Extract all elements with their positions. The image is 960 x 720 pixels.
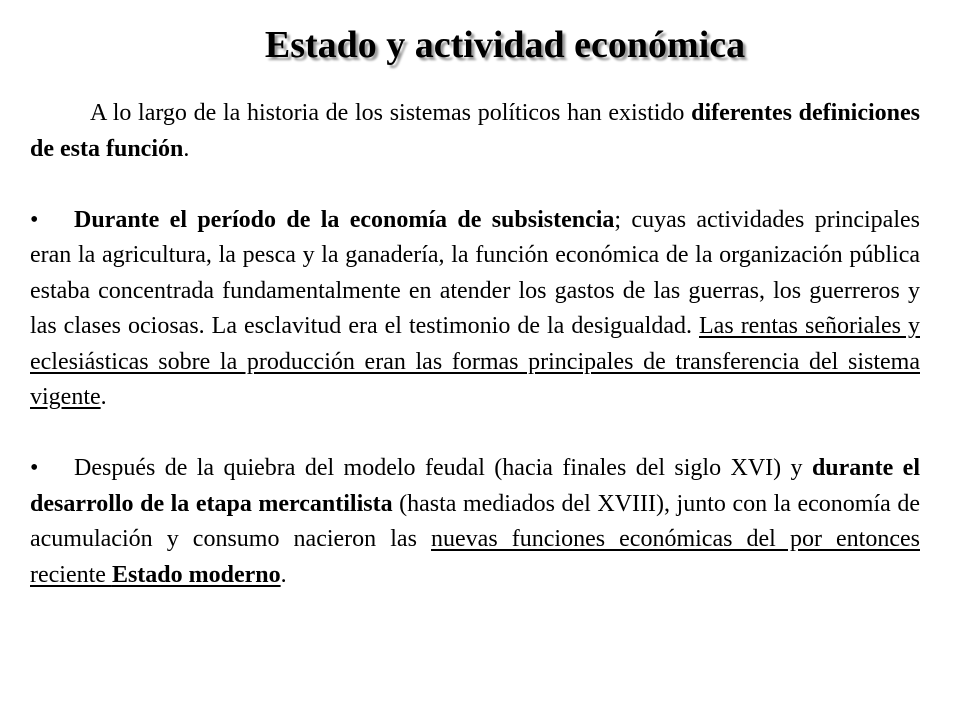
bullet1-underlined-text: Las rentas señoriales y eclesiásticas sobre la producción eran las formas principales de transferencia del sistema vigente xyxy=(30,313,920,410)
slide-body xyxy=(30,96,920,593)
paragraph-spacer xyxy=(30,167,920,203)
bullet-paragraph-mercantilist xyxy=(30,451,920,593)
intro-period: . xyxy=(183,135,190,162)
bullet2-period: . xyxy=(280,561,287,588)
paragraph-spacer xyxy=(30,416,920,452)
bullet-paragraph-subsistence xyxy=(30,203,920,416)
intro-paragraph xyxy=(30,96,920,167)
bullet2-underlined-bold-text: Estado moderno xyxy=(111,561,281,588)
bullet2-bold-text: durante el desarrollo de la etapa mercantilista xyxy=(30,455,920,517)
bullet1-period: . xyxy=(100,384,107,410)
bullet2-underlined-text: nuevas funciones económicas del por entonces reciente xyxy=(30,526,920,588)
bullet1-text: ; cuyas actividades principales eran la agricultura, la pesca y la ganadería, la función económica de la organización pública estaba concentrada fundamentalmente en atender los gastos de las guerras, los guerreros y las clases ociosas. La esclavitud era el testimonio de la desigualdad. xyxy=(30,206,920,339)
bullet-marker: • xyxy=(30,206,39,233)
bullet2-text-middle: (hasta mediados del XVIII), junto con la economía de acumulación y consumo nacieron las xyxy=(30,490,920,552)
intro-text: A lo largo de la historia de los sistemas políticos han existido xyxy=(90,100,692,126)
bullet2-text-start: Después de la quiebra del modelo feudal (hacia finales del siglo XVI) y xyxy=(74,455,812,481)
bullet-marker: • xyxy=(30,455,39,481)
slide-title: Estado y actividad económica xyxy=(264,24,746,66)
bullet1-bold-text: Durante el período de la economía de subsistencia xyxy=(74,206,615,233)
intro-bold-text: diferentes definiciones de esta función xyxy=(30,100,920,162)
